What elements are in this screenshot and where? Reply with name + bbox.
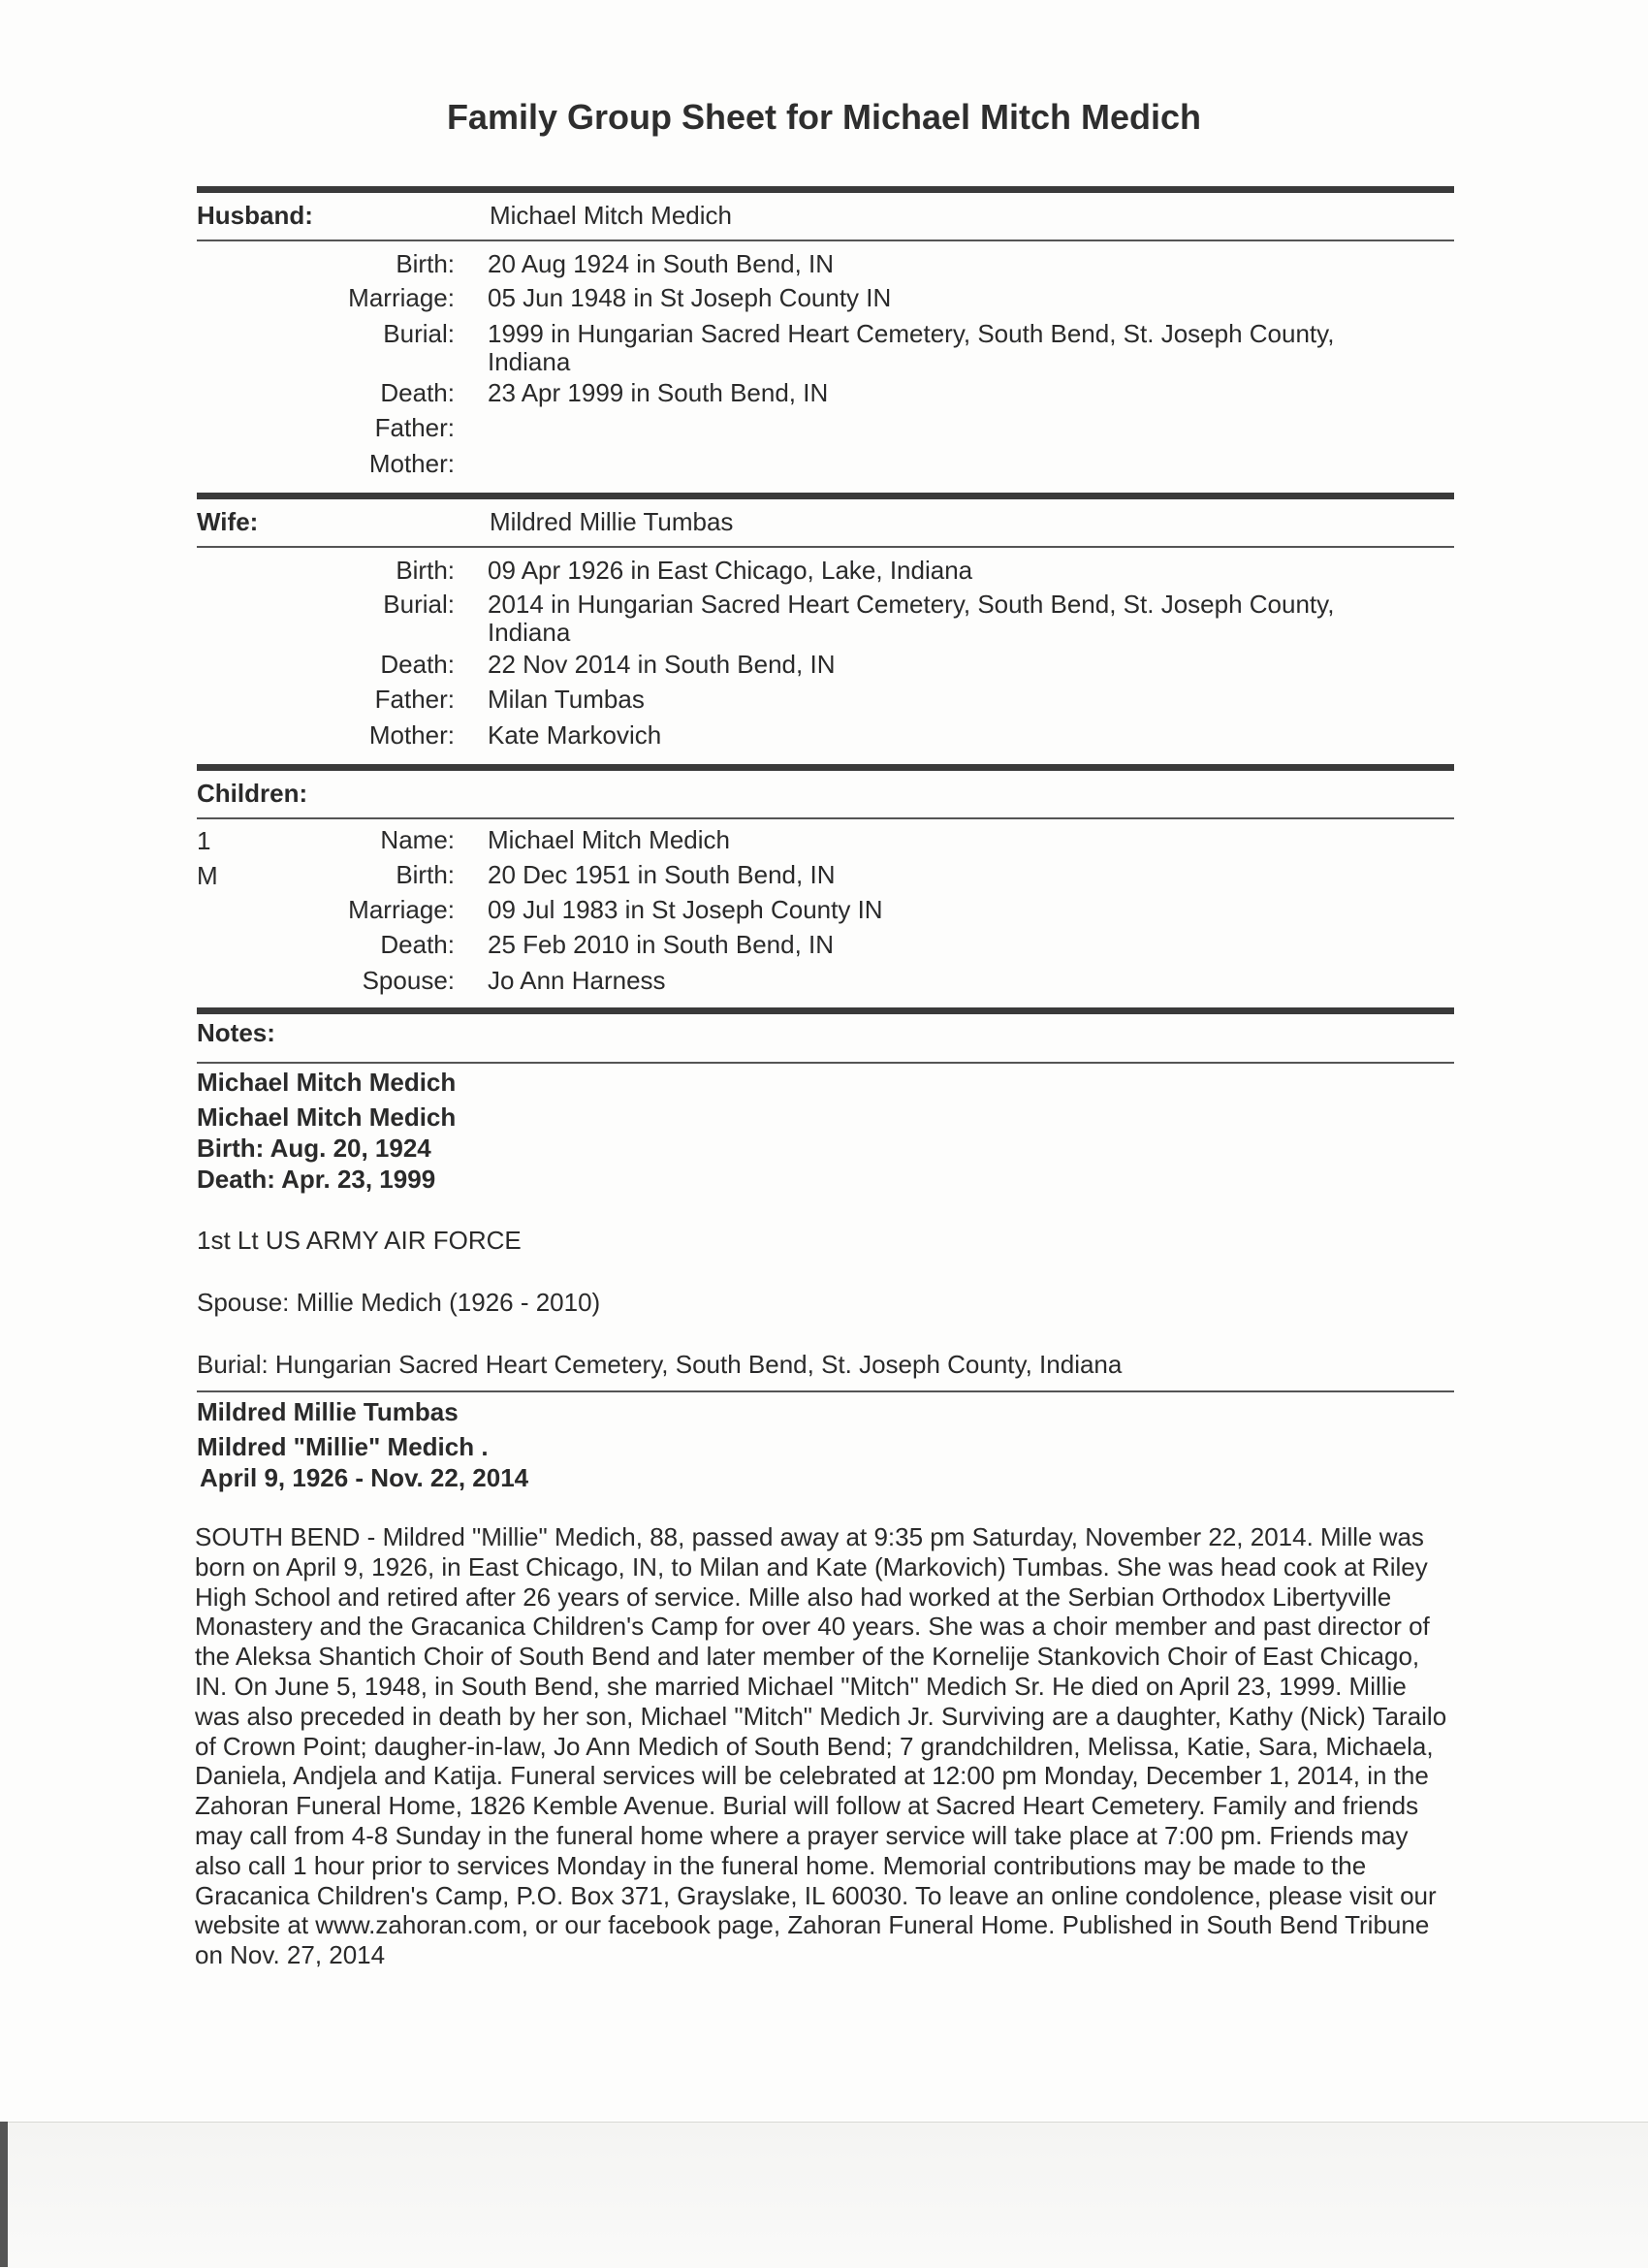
- husband-note-spouse: Spouse: Millie Medich (1926 - 2010): [197, 1288, 601, 1317]
- field-label: Burial:: [383, 319, 455, 348]
- field-value: 05 Jun 1948 in St Joseph County IN: [488, 283, 892, 312]
- husband-name: Michael Mitch Medich: [490, 201, 732, 230]
- children-label: Children:: [197, 779, 308, 808]
- child-index: 1: [197, 826, 211, 855]
- field-label: Mother:: [368, 449, 455, 478]
- wife-note-dates: April 9, 1926 - Nov. 22, 2014: [200, 1463, 529, 1492]
- wife-note-heading-1: Mildred Millie Tumbas: [197, 1397, 459, 1426]
- field-value: 20 Dec 1951 in South Bend, IN: [488, 860, 836, 889]
- field-value: 1999 in Hungarian Sacred Heart Cemetery, South Bend, St. Joseph County, Indiana: [488, 319, 1335, 376]
- field-value: 09 Apr 1926 in East Chicago, Lake, Indiana: [488, 556, 973, 585]
- wife-section-header: [197, 493, 1454, 554]
- notes-label: Notes:: [197, 1018, 275, 1047]
- scan-edge: [0, 2122, 8, 2267]
- wife-note-heading-2: Mildred "Millie" Medich .: [197, 1432, 489, 1461]
- field-value: 2014 in Hungarian Sacred Heart Cemetery, South Bend, St. Joseph County, Indiana: [488, 590, 1335, 647]
- wife-label: Wife:: [197, 507, 259, 536]
- field-value: Kate Markovich: [488, 720, 662, 750]
- field-label: Marriage:: [348, 283, 455, 312]
- field-label: Death:: [380, 650, 455, 679]
- field-label: Death:: [380, 378, 455, 407]
- husband-note-death: Death: Apr. 23, 1999: [197, 1165, 436, 1194]
- notes-divider: [197, 1390, 1454, 1392]
- notes-rule: [197, 1062, 1454, 1064]
- field-label: Name:: [380, 825, 455, 854]
- child-sex: M: [197, 861, 218, 890]
- field-label: Burial:: [383, 590, 455, 619]
- obituary-text: SOUTH BEND - Mildred "Millie" Medich, 88, passed away at 9:35 pm Saturday, November 22, 2014. Mille was born on April 9, 1926, in East Chicago, IN, to Milan and Kate (Markovich) Tumbas. She was head cook at Riley High School and retired after 26 years of service. Mille also had worked at the Serbian Orthodox Libertyville Monastery and the Gracanica Children's Camp for over 40 years. She was a choir member and past director of the Aleksa Shantich Choir of South Bend and later member of the Kornelije Stankovich Choir of East Chicago, IN. On June 5, 1948, in South Bend, she married Michael "Mitch" Medich Sr. He died on April 23, 1999. Millie was also preceded in death by her son, Michael "Mitch" Medich Jr. Surviving are a daughter, Kathy (Nick) Tarailo of Crown Point; daugher-in-law, Jo Ann Medich of South Bend; 7 grandchildren, Melissa, Katie, Sara, Michaela, Daniela, Andjela and Katija. Funeral services will be celebrated at 12:00 pm Monday, December 1, 2014, in the Zahoran Funeral Home, 1826 Kemble Avenue. Burial will follow at Sacred Heart Cemetery. Family and friends may call from 4-8 Sunday in the funeral home where a prayer service will take place at 7:00 pm. Friends may also call 1 hour prior to services Monday in the funeral home. Memorial contributions may be made to the Gracanica Children's Camp, P.O. Box 371, Grayslake, IL 60030. To leave an online condolence, please visit our website at www.zahoran.com, or our facebook page, Zahoran Funeral Home. Published in South Bend Tribune on Nov. 27, 2014: [195, 1522, 1447, 1970]
- field-label: Spouse:: [362, 966, 455, 995]
- husband-label: Husband:: [197, 201, 313, 230]
- field-label: Father:: [374, 413, 455, 442]
- husband-note-heading-1: Michael Mitch Medich: [197, 1068, 457, 1097]
- field-value: 09 Jul 1983 in St Joseph County IN: [488, 895, 883, 924]
- husband-note-birth: Birth: Aug. 20, 1924: [197, 1134, 431, 1163]
- field-value: 25 Feb 2010 in South Bend, IN: [488, 930, 835, 959]
- field-value: 22 Nov 2014 in South Bend, IN: [488, 650, 836, 679]
- notes-top-rule: [197, 1007, 1454, 1014]
- children-section-header: [197, 764, 1454, 825]
- husband-note-burial: Burial: Hungarian Sacred Heart Cemetery, South Bend, St. Joseph County, Indiana: [197, 1350, 1123, 1379]
- field-label: Marriage:: [348, 895, 455, 924]
- field-label: Birth:: [396, 249, 455, 278]
- field-label: Birth:: [396, 860, 455, 889]
- field-value: 20 Aug 1924 in South Bend, IN: [488, 249, 835, 278]
- field-value: 23 Apr 1999 in South Bend, IN: [488, 378, 829, 407]
- field-label: Birth:: [396, 556, 455, 585]
- husband-section-header: [197, 186, 1454, 247]
- husband-note-heading-2: Michael Mitch Medich: [197, 1102, 457, 1132]
- wife-name: Mildred Millie Tumbas: [490, 507, 734, 536]
- field-value: Jo Ann Harness: [488, 966, 666, 995]
- husband-note-rank: 1st Lt US ARMY AIR FORCE: [197, 1226, 522, 1255]
- field-value: Milan Tumbas: [488, 685, 645, 714]
- page-title: Family Group Sheet for Michael Mitch Medich: [446, 97, 1202, 137]
- field-label: Father:: [374, 685, 455, 714]
- field-label: Mother:: [368, 720, 455, 750]
- scan-margin: [0, 2122, 1648, 2268]
- field-label: Death:: [380, 930, 455, 959]
- field-value: Michael Mitch Medich: [488, 825, 730, 854]
